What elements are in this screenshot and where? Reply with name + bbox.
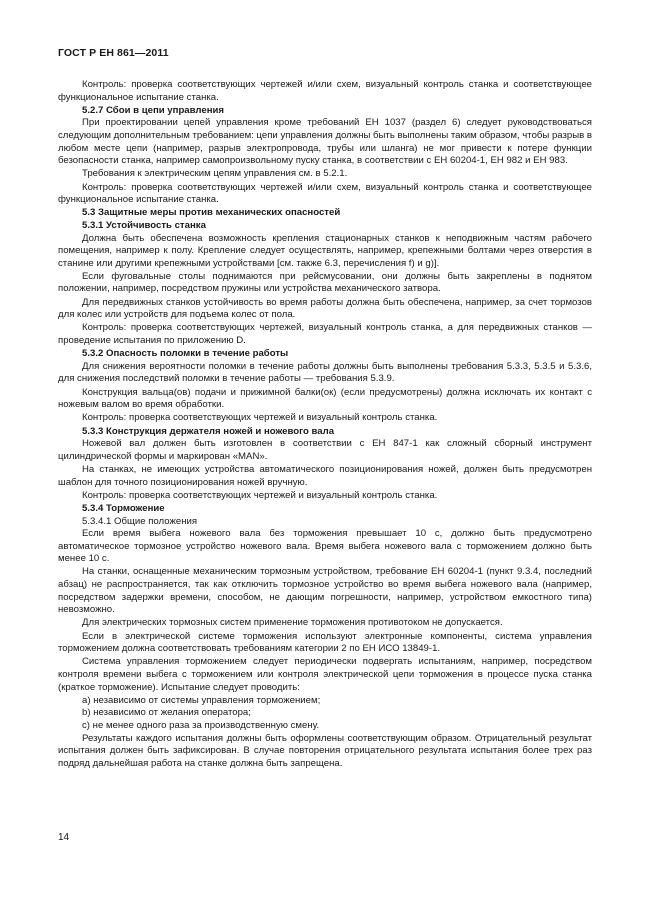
list-item: а) независимо от системы управления торможением;	[82, 694, 321, 706]
section-heading-5-3: 5.3 Защитные меры против механических опасностей	[82, 207, 341, 219]
paragraph: Если в электрической системе торможения используют электронные компоненты, система управления торможением должна соответствовать требованиям категории 2 по ЕН ИСО 13849-1.	[58, 630, 592, 655]
paragraph: Если время выбега ножевого вала без торможения превышает 10 с, должно быть предусмотрено автоматическое тормозное устройство ножевого вала. Время выбега ножевого вала с торможением должно быть менее 10 с.	[58, 528, 592, 565]
section-heading-5-3-4: 5.3.4 Торможение	[82, 502, 165, 514]
section-heading-5-3-2: 5.3.2 Опасность поломки в течение работы	[82, 348, 289, 360]
paragraph: Контроль: проверка соответствующих чертежей и визуальный контроль станка.	[82, 489, 438, 501]
paragraph: На станках, не имеющих устройства автоматического позиционирования ножей, должен быть предусмотрен шаблон для точного позиционирования ножей вручную.	[58, 463, 592, 488]
paragraph: Ножевой вал должен быть изготовлен в соответствии с ЕН 847-1 как сложный сборный инструмент цилиндрической формы и маркирован «MAN».	[58, 438, 592, 462]
paragraph: Должна быть обеспечена возможность крепления стационарных станков к неподвижным частям рабочего помещения, например к полу. Крепление следует осуществлять, например, крепежными болтами через отверстия в станине или другими крепежными устройствами [см. также 6.3, перечисления f) и g)].	[58, 232, 592, 269]
list-item: с) не менее одного раза за производственную смену.	[82, 719, 320, 731]
paragraph: На станки, оснащенные механическим тормозным устройством, требование ЕН 60204-1 (пункт 9.3.4, последний абзац) не распространяется, так как отключить тормозное устройство во время выбега ножевого вала (например, посредством задержки времени, способом, не дающим погрешности, например, устройством емкостного типа) невозможно.	[58, 566, 592, 616]
subsection-heading-5-3-4-1: 5.3.4.1 Общие положения	[82, 515, 198, 527]
paragraph: Для электрических тормозных систем применение торможения противотоком не допускается.	[82, 617, 503, 629]
paragraph: Контроль: проверка соответствующих чертежей и визуальный контроль станка.	[82, 412, 438, 424]
paragraph: Для снижения вероятности поломки в течение работы должны быть выполнены требования 5.3.3, 5.3.5 и 5.3.6, для снижения последствий поломки в течение работы — требования 5.3.9.	[58, 360, 592, 385]
section-heading-5-3-3: 5.3.3 Конструкция держателя ножей и ножевого вала	[82, 425, 335, 437]
document-body	[58, 79, 592, 771]
paragraph: Контроль: проверка соответствующих чертежей и/или схем, визуальный контроль станка и соответствующее функциональное испытание станка.	[58, 79, 592, 103]
list-item: b) независимо от желания оператора;	[82, 707, 251, 719]
section-heading-5-2-7: 5.2.7 Сбои в цепи управления	[82, 104, 224, 116]
section-heading-5-3-1: 5.3.1 Устойчивость станка	[82, 219, 206, 231]
document-header: ГОСТ Р ЕН 861—2011	[58, 47, 169, 59]
paragraph: При проектировании цепей управления кроме требований ЕН 1037 (раздел 6) следует руководствоваться следующим дополнительным требованием: цепи управления должны быть выполнены таким образом, чтобы разрыв в любом месте цепи (например, разрыв электропровода, трубы или шланга) не мог привести к потере функции безопасности станка, например самопроизвольному пуску станка, в соответствии с ЕН 60204-1, ЕН 982 и ЕН 983.	[58, 117, 593, 167]
paragraph: Контроль: проверка соответствующих чертежей и/или схем, визуальный контроль станка и соответствующее функциональное испытание станка.	[58, 181, 592, 206]
paragraph: Для передвижных станков устойчивость во время работы должна быть обеспечена, например, за счет тормозов для колес или устройств для подъема колес от пола.	[58, 296, 592, 321]
paragraph: Результаты каждого испытания должны быть оформлены соответствующим образом. Отрицательный результат испытания должен быть зафиксирован. В случае повторения отрицательного результата испытания более трех раз подряд дальнейшая работа на станке должна быть запрещена.	[58, 732, 592, 769]
paragraph: Если фуговальные столы поднимаются при рейсмусовании, они должны быть закреплены в поднятом положении, например, посредством пружины или устройства механического затвора.	[58, 270, 592, 295]
paragraph: Контроль: проверка соответствующих чертежей, визуальный контроль станка, а для передвижных станков — проведение испытания по приложению D.	[58, 322, 592, 347]
paragraph: Система управления торможением следует периодически подвергать испытаниям, например, посредством контроля времени выбега с торможением или контроля электрической цепи торможения в процессе пуска станка (краткое торможение). Испытание следует проводить:	[58, 656, 592, 693]
page-number: 14	[58, 832, 70, 843]
paragraph: Требования к электрическим цепям управления см. в 5.2.1.	[82, 168, 348, 180]
paragraph: Конструкция вальца(ов) подачи и прижимной балки(ок) (если предусмотрены) должна исключать их контакт с ножевым валом во время обработки.	[58, 386, 592, 411]
